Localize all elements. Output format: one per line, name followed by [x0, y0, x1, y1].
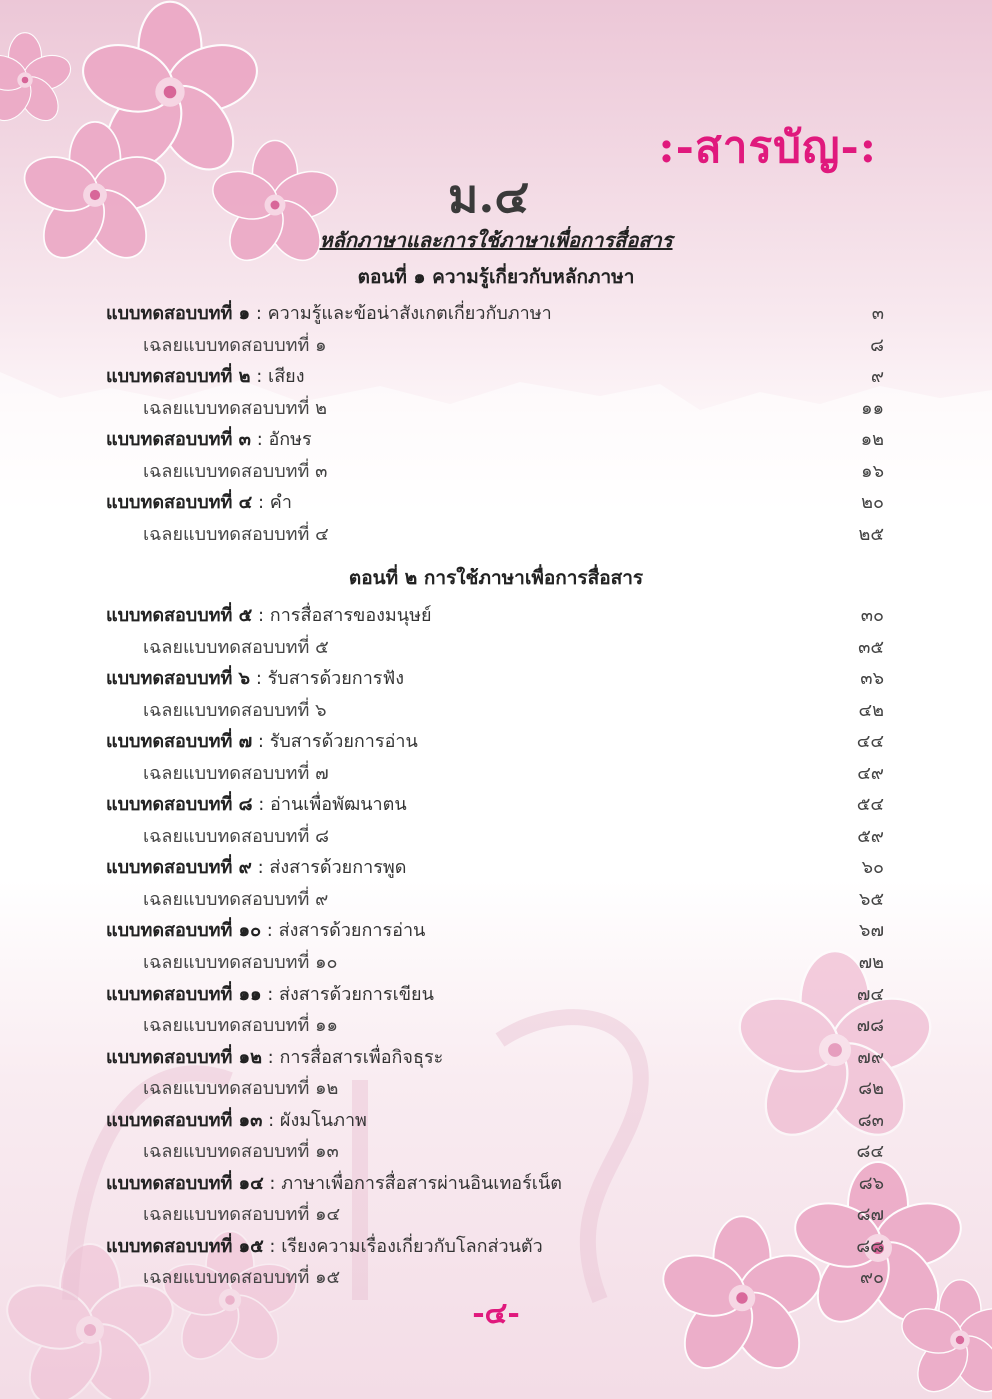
- toc-entry-label: [106, 663, 404, 692]
- toc-page-number: ๖๗: [859, 920, 884, 942]
- lesson-number: แบบทดสอบบทที่ ๑๐: [106, 920, 262, 942]
- toc-entry-label: [106, 298, 552, 327]
- toc-entry-label: เฉลยแบบทดสอบบทที่ ๕: [143, 636, 329, 658]
- toc-page-number: ๙๐: [859, 1267, 884, 1289]
- toc-answer-row[interactable]: [0, 1197, 992, 1229]
- toc-lesson-row[interactable]: [0, 422, 992, 454]
- toc-entry-label: เฉลยแบบทดสอบบทที่ ๖: [143, 699, 327, 721]
- toc-answer-row[interactable]: [0, 1260, 992, 1292]
- lesson-topic: : อักษร: [250, 429, 312, 451]
- toc-answer-row[interactable]: [0, 945, 992, 977]
- toc-page-number: ๘: [870, 334, 884, 356]
- lesson-number: แบบทดสอบบทที่ ๓: [106, 429, 251, 451]
- toc-entry-label: เฉลยแบบทดสอบบทที่ ๘: [143, 825, 329, 847]
- toc-lesson-row[interactable]: [0, 913, 992, 945]
- toc-page-number: ๒๕: [858, 523, 884, 545]
- lesson-number: แบบทดสอบบทที่ ๘: [106, 794, 253, 816]
- lesson-number: แบบทดสอบบทที่ ๖: [106, 668, 251, 690]
- toc-answer-row[interactable]: [0, 1008, 992, 1040]
- toc-page-number: ๔๒: [858, 699, 884, 721]
- toc-page-number: ๔๙: [857, 762, 884, 784]
- toc-entry-label: [106, 1105, 367, 1134]
- toc-page-number: ๓๕: [858, 636, 884, 658]
- toc-page-number: ๓๖: [860, 668, 884, 690]
- page-number: -๔-: [472, 1296, 520, 1331]
- toc-entry-label: [106, 1042, 443, 1071]
- lesson-topic: : ผังมโนภาพ: [262, 1109, 367, 1131]
- toc-lesson-row[interactable]: [0, 787, 992, 819]
- lesson-topic: : ส่งสารด้วยการพูด: [251, 857, 407, 879]
- toc-entry-label: เฉลยแบบทดสอบบทที่ ๑๐: [143, 952, 338, 974]
- toc-answer-row[interactable]: [0, 454, 992, 486]
- toc-page-number: ๘๒: [858, 1078, 884, 1100]
- toc-answer-row[interactable]: [0, 328, 992, 360]
- lesson-topic: : ส่งสารด้วยการเขียน: [261, 983, 434, 1005]
- lesson-number: แบบทดสอบบทที่ ๔: [106, 492, 253, 514]
- part-2-entries: [0, 598, 992, 1292]
- toc-entry-label: [106, 424, 312, 453]
- lesson-topic: : การสื่อสารของมนุษย์: [252, 605, 432, 626]
- toc-entry-label: เฉลยแบบทดสอบบทที่ ๑: [143, 334, 327, 356]
- toc-entry-label: เฉลยแบบทดสอบบทที่ ๑๔: [143, 1204, 341, 1226]
- toc-lesson-row[interactable]: [0, 1166, 992, 1198]
- toc-answer-row[interactable]: [0, 693, 992, 725]
- toc-lesson-row[interactable]: [0, 724, 992, 756]
- toc-answer-row[interactable]: [0, 1134, 992, 1166]
- toc-page-number: ๘๖: [858, 1172, 884, 1194]
- toc-page-number: ๓: [871, 303, 884, 324]
- lesson-topic: : เรียงความเรื่องเกี่ยวกับโลกส่วนตัว: [263, 1235, 543, 1257]
- toc-entry-label: [106, 789, 407, 818]
- toc-page-number: ๘๔: [856, 1141, 884, 1163]
- page-title: :-สารบัญ-:: [658, 122, 877, 173]
- toc-page-number: ๕๔: [856, 794, 884, 816]
- toc-entry-label: เฉลยแบบทดสอบบทที่ ๑๒: [143, 1078, 339, 1100]
- toc-page-number: ๖๐: [861, 857, 884, 879]
- toc-answer-row[interactable]: [0, 882, 992, 914]
- lesson-topic: : รับสารด้วยการอ่าน: [252, 731, 418, 753]
- toc-page-number: ๗๘: [856, 1015, 884, 1037]
- lesson-number: แบบทดสอบบทที่ ๒: [106, 366, 251, 388]
- toc-lesson-row[interactable]: [0, 598, 992, 630]
- toc-lesson-row[interactable]: [0, 485, 992, 517]
- toc-page-number: ๗๔: [856, 983, 884, 1005]
- toc-entry-label: [106, 915, 425, 944]
- toc-answer-row[interactable]: [0, 630, 992, 662]
- toc-entry-label: เฉลยแบบทดสอบบทที่ ๗: [143, 762, 329, 784]
- toc-page-number: ๙: [870, 366, 884, 388]
- lesson-number: แบบทดสอบบทที่ ๗: [106, 731, 253, 753]
- toc-lesson-row[interactable]: [0, 1040, 992, 1072]
- lesson-number: แบบทดสอบบทที่ ๑๕: [106, 1235, 264, 1257]
- toc-entry-label: เฉลยแบบทดสอบบทที่ ๓: [143, 460, 328, 482]
- toc-page-number: ๘๘: [856, 1235, 884, 1257]
- toc-lesson-row[interactable]: [0, 296, 992, 328]
- toc-entry-label: เฉลยแบบทดสอบบทที่ ๑๓: [143, 1141, 339, 1163]
- toc-page-number: ๖๕: [858, 888, 884, 910]
- part-1-heading: ตอนที่ ๑ ความรู้เกี่ยวกับหลักภาษา: [357, 266, 635, 288]
- toc-page-number: ๑๖: [861, 460, 884, 482]
- toc-page-number: ๗๙: [857, 1046, 884, 1068]
- toc-page-number: ๗๒: [858, 952, 884, 974]
- lesson-topic: : ความรู้และข้อน่าสังเกตเกี่ยวกับภาษา: [250, 303, 552, 324]
- toc-entry-label: [106, 361, 305, 390]
- part-2-heading: ตอนที่ ๒ การใช้ภาษาเพื่อการสื่อสาร: [348, 567, 644, 589]
- toc-answer-row[interactable]: [0, 756, 992, 788]
- lesson-number: แบบทดสอบบทที่ ๑: [106, 303, 251, 324]
- toc-entry-label: เฉลยแบบทดสอบบทที่ ๑๑: [143, 1015, 338, 1037]
- lesson-number: แบบทดสอบบทที่ ๑๒: [106, 1046, 262, 1068]
- toc-entry-label: [106, 487, 292, 516]
- toc-page-number: ๑๒: [860, 429, 884, 451]
- toc-answer-row[interactable]: [0, 1071, 992, 1103]
- toc-page-number: ๘๓: [857, 1109, 884, 1131]
- lesson-topic: : ภาษาเพื่อการสื่อสารผ่านอินเทอร์เน็ต: [263, 1172, 562, 1194]
- main-heading: หลักภาษาและการใช้ภาษาเพื่อการสื่อสาร: [319, 228, 673, 252]
- lesson-number: แบบทดสอบบทที่ ๕: [106, 605, 253, 626]
- lesson-number: แบบทดสอบบทที่ ๑๓: [106, 1109, 263, 1131]
- toc-entry-label: [106, 726, 418, 755]
- toc-entry-label: [106, 1168, 562, 1197]
- toc-entry-label: [106, 600, 432, 629]
- toc-page-number: ๔๔: [856, 731, 884, 753]
- toc-entry-label: [106, 852, 406, 881]
- toc-answer-row[interactable]: [0, 517, 992, 549]
- toc-page-number: ๒๐: [861, 492, 884, 514]
- lesson-number: แบบทดสอบบทที่ ๑๔: [106, 1172, 264, 1194]
- toc-entry-label: [106, 1231, 543, 1260]
- toc-lesson-row[interactable]: [0, 977, 992, 1009]
- toc-lesson-row[interactable]: [0, 359, 992, 391]
- lesson-topic: : เสียง: [250, 366, 305, 388]
- toc-entry-label: เฉลยแบบทดสอบบทที่ ๔: [143, 523, 329, 545]
- part-1-entries: [0, 296, 992, 548]
- lesson-topic: : การสื่อสารเพื่อกิจธุระ: [261, 1046, 444, 1068]
- toc-page-number: ๘๗: [856, 1204, 884, 1226]
- grade-level: ม.๔: [448, 169, 530, 223]
- toc-page-number: ๓๐: [860, 605, 884, 626]
- toc-page-number: ๑๑: [861, 397, 884, 419]
- toc-entry-label: เฉลยแบบทดสอบบทที่ ๒: [143, 397, 327, 419]
- lesson-topic: : อ่านเพื่อพัฒนาตน: [252, 794, 407, 816]
- toc-entry-label: เฉลยแบบทดสอบบทที่ ๑๕: [143, 1267, 341, 1289]
- toc-lesson-row[interactable]: [0, 1229, 992, 1261]
- lesson-number: แบบทดสอบบทที่ ๙: [106, 857, 252, 879]
- lesson-topic: : คำ: [252, 492, 292, 514]
- toc-lesson-row[interactable]: [0, 1103, 992, 1135]
- toc-answer-row[interactable]: [0, 819, 992, 851]
- lesson-topic: : ส่งสารด้วยการอ่าน: [261, 920, 426, 942]
- toc-entry-label: เฉลยแบบทดสอบบทที่ ๙: [143, 888, 329, 910]
- toc-lesson-row[interactable]: [0, 661, 992, 693]
- lesson-topic: : รับสารด้วยการฟัง: [250, 668, 405, 690]
- toc-entry-label: [106, 979, 434, 1008]
- toc-answer-row[interactable]: [0, 391, 992, 423]
- toc-lesson-row[interactable]: [0, 850, 992, 882]
- lesson-number: แบบทดสอบบทที่ ๑๑: [106, 983, 262, 1005]
- toc-page-number: ๕๙: [857, 825, 884, 847]
